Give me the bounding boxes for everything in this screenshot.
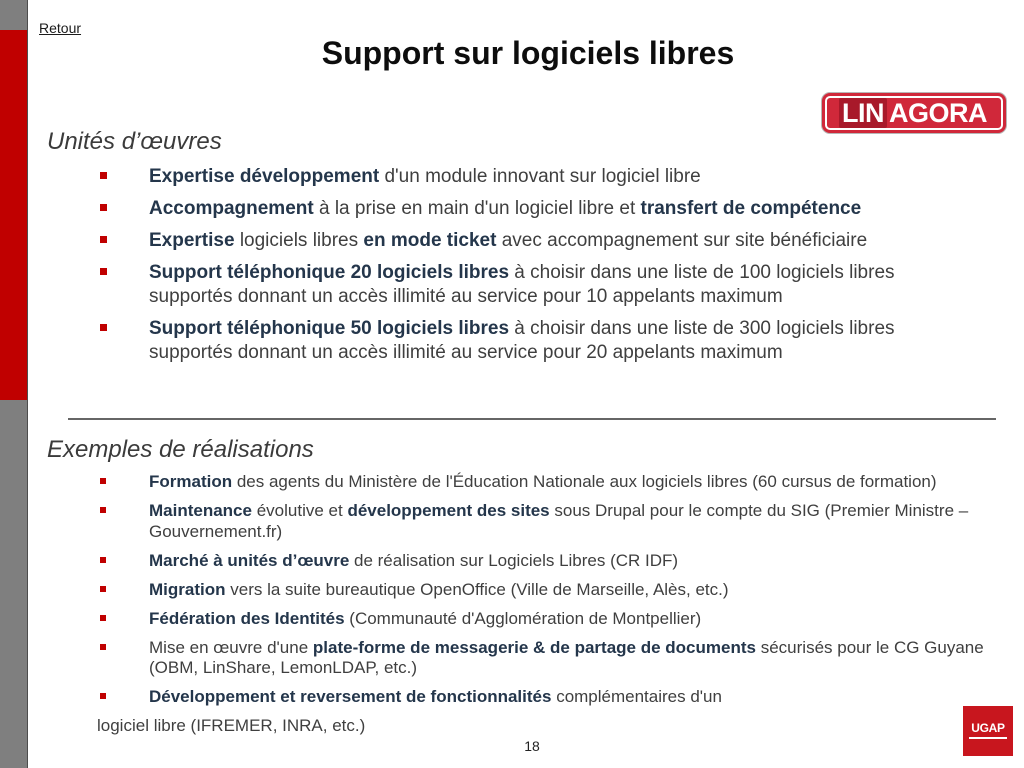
left-strip-top (0, 0, 27, 30)
list-item (149, 501, 1011, 542)
emphasis-text: Accompagnement (149, 198, 314, 219)
emphasis-text: Expertise développement (149, 166, 380, 187)
item-text: évolutive et (256, 501, 343, 520)
emphasis-text: Formation (149, 472, 233, 491)
item-text: logiciels libres (239, 230, 359, 251)
emphasis-text: Support téléphonique 20 logiciels libres (149, 262, 510, 283)
item-text: Mise en œuvre d'une (149, 637, 309, 657)
linagora-logo-lin: LIN (839, 98, 887, 128)
list-item (149, 229, 949, 253)
emphasis-text: Expertise (149, 230, 235, 251)
bullet-icon (100, 236, 107, 243)
list-item (149, 261, 949, 309)
bullet-icon (100, 693, 106, 699)
bullet-icon (100, 478, 106, 484)
examples-heading: Exemples de réalisations (47, 436, 314, 463)
bullet-icon (100, 172, 107, 179)
section-divider (68, 418, 996, 420)
bullet-icon (100, 644, 106, 650)
item-text: à choisir dans une liste de 100 logiciels libres supportés donnant un accès illimité au service pour 10 appelants maximum (149, 262, 895, 307)
list-item (149, 580, 1011, 601)
item-text: de réalisation sur Logiciels Libres (CR IDF) (354, 550, 679, 570)
bullet-icon (100, 204, 107, 211)
left-strip-red (0, 30, 27, 400)
emphasis-text: en mode ticket (363, 230, 497, 251)
item-text: (Communauté d'Agglomération de Montpellier) (349, 608, 702, 628)
bullet-icon (100, 324, 107, 331)
page-number: 18 (524, 738, 540, 754)
bullet-icon (100, 268, 107, 275)
list-item (149, 609, 1011, 630)
examples-trailing-line: logiciel libre (IFREMER, INRA, etc.) (97, 716, 366, 735)
emphasis-text: Développement et reversement de fonctionnalités (149, 687, 552, 706)
bullet-icon (100, 586, 106, 592)
linagora-logo-agora: AGORA (889, 98, 987, 128)
emphasis-text: Migration (149, 579, 226, 599)
left-strip-bottom (0, 400, 27, 768)
ugap-logo-underline (969, 737, 1007, 739)
bullet-icon (100, 507, 106, 513)
list-item (149, 472, 1011, 493)
item-text: à la prise en main d'un logiciel libre et (318, 198, 636, 219)
emphasis-text: Maintenance (149, 501, 252, 520)
emphasis-text: Fédération des Identités (149, 608, 345, 628)
list-item (149, 165, 949, 189)
item-text: sous Drupal pour le compte du SIG (Premier Ministre – Gouvernement.fr) (149, 501, 969, 541)
emphasis-text: plate-forme de messagerie & de partage de documents (312, 637, 756, 657)
back-link[interactable]: Retour (39, 20, 82, 36)
examples-block (97, 472, 1011, 737)
list-item (149, 317, 949, 365)
ugap-logo-text: UGAP (971, 721, 1005, 735)
linagora-logo (822, 93, 1006, 133)
item-text: des agents du Ministère de l'Éducation Nationale aux logiciels libres (60 cursus de formation) (236, 472, 937, 491)
linagora-logo-frame (825, 96, 1003, 130)
left-strip-divider (27, 0, 28, 768)
list-item (149, 551, 1011, 572)
ugap-logo (963, 706, 1013, 756)
item-text: sécurisés pour le CG Guyane (OBM, LinShare, LemonLDAP, etc.) (149, 637, 984, 677)
units-list (149, 165, 949, 373)
examples-list (149, 472, 1011, 708)
list-item (149, 687, 1011, 708)
units-heading: Unités d’œuvres (47, 128, 222, 155)
list-item (149, 197, 949, 221)
emphasis-text: Support téléphonique 50 logiciels libres (149, 318, 510, 339)
item-text: complémentaires d'un (556, 687, 722, 706)
slide-title: Support sur logiciels libres (321, 35, 735, 71)
emphasis-text: transfert de compétence (640, 198, 862, 219)
item-text: vers la suite bureautique OpenOffice (Ville de Marseille, Alès, etc.) (230, 579, 729, 599)
emphasis-text: développement des sites (347, 501, 550, 520)
bullet-icon (100, 557, 106, 563)
item-text: avec accompagnement sur site bénéficiaire (501, 230, 868, 251)
item-text: d'un module innovant sur logiciel libre (384, 166, 701, 187)
item-text: à choisir dans une liste de 300 logiciels libres supportés donnant un accès illimité au service pour 20 appelants maximum (149, 318, 895, 363)
emphasis-text: Marché à unités d’œuvre (149, 550, 350, 570)
bullet-icon (100, 615, 106, 621)
list-item (149, 638, 1011, 679)
